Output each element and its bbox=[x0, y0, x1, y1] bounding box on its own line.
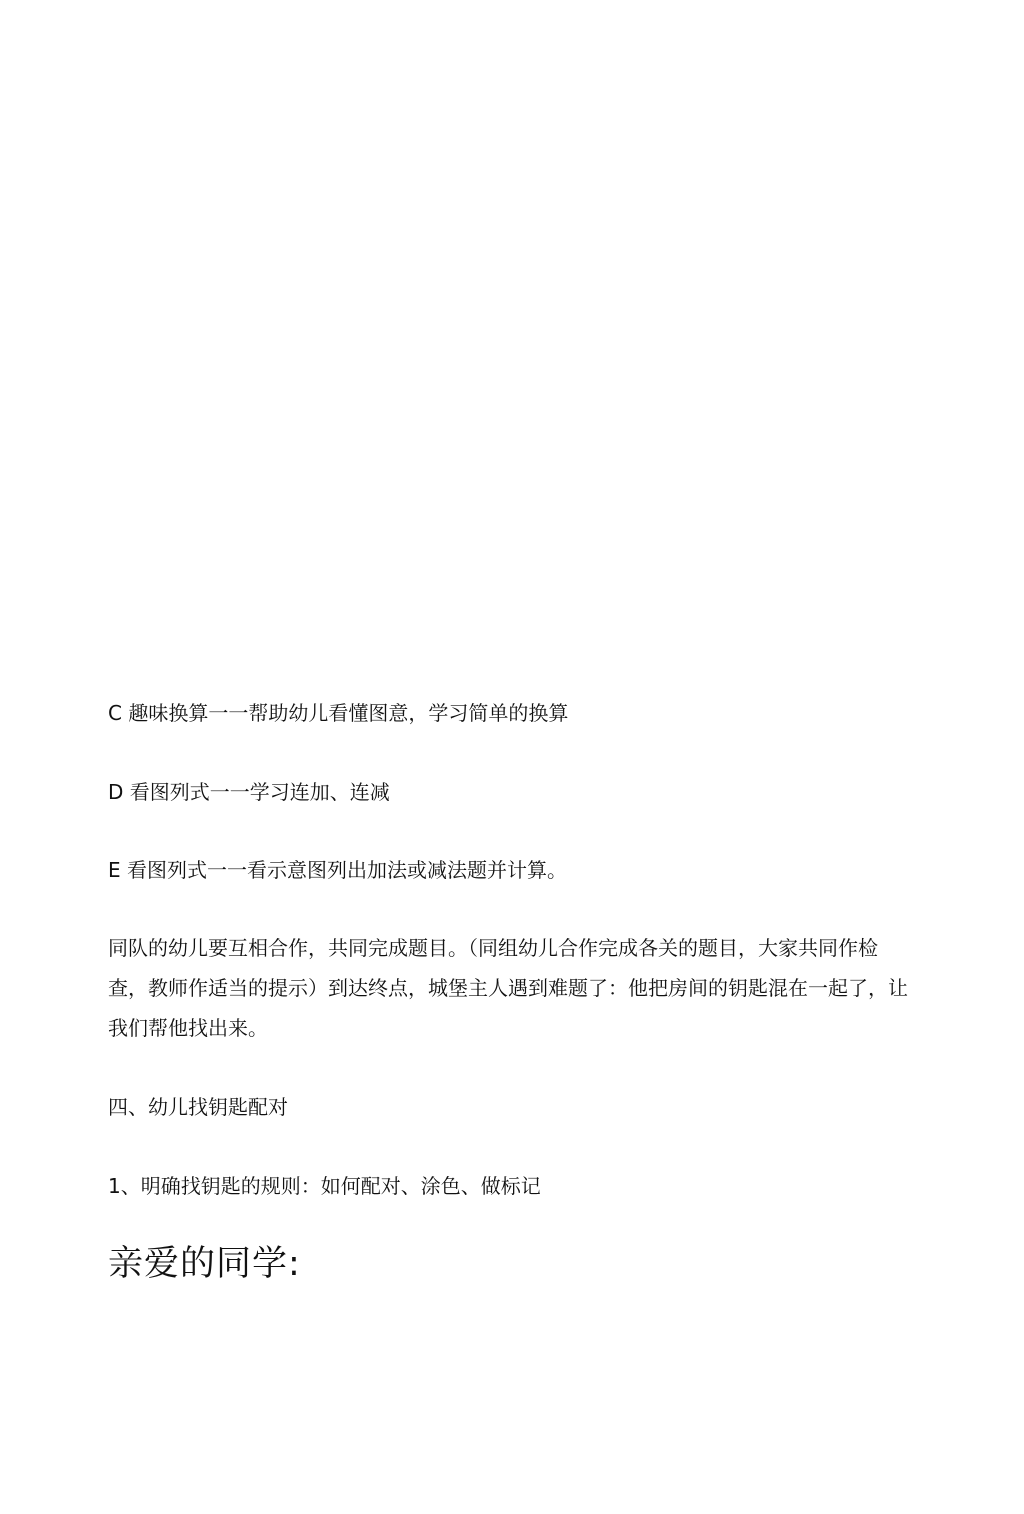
paragraph-e-picture-equation: E 看图列式一一看示意图列出加法或减法题并计算。 bbox=[108, 858, 567, 882]
paragraph-c-fun-conversion: C 趣味换算一一帮助幼儿看懂图意，学习简单的换算 bbox=[108, 701, 569, 725]
greeting-heading: 亲爱的同学: bbox=[108, 1244, 301, 1284]
section-heading-find-keys: 四、幼儿找钥匙配对 bbox=[108, 1095, 288, 1119]
paragraph-team-cooperation: 同队的幼儿要互相合作，共同完成题目。（同组幼儿合作完成各关的题目，大家共同作检查，教师作适当的提示）到达终点，城堡主人遇到难题了：他把房间的钥匙混在一起了，让我们帮他找出来。 bbox=[108, 936, 908, 1040]
paragraph-key-rules: 1、明确找钥匙的规则：如何配对、涂色、做标记 bbox=[108, 1174, 541, 1198]
paragraph-d-picture-equation: D 看图列式一一学习连加、连减 bbox=[108, 780, 390, 804]
